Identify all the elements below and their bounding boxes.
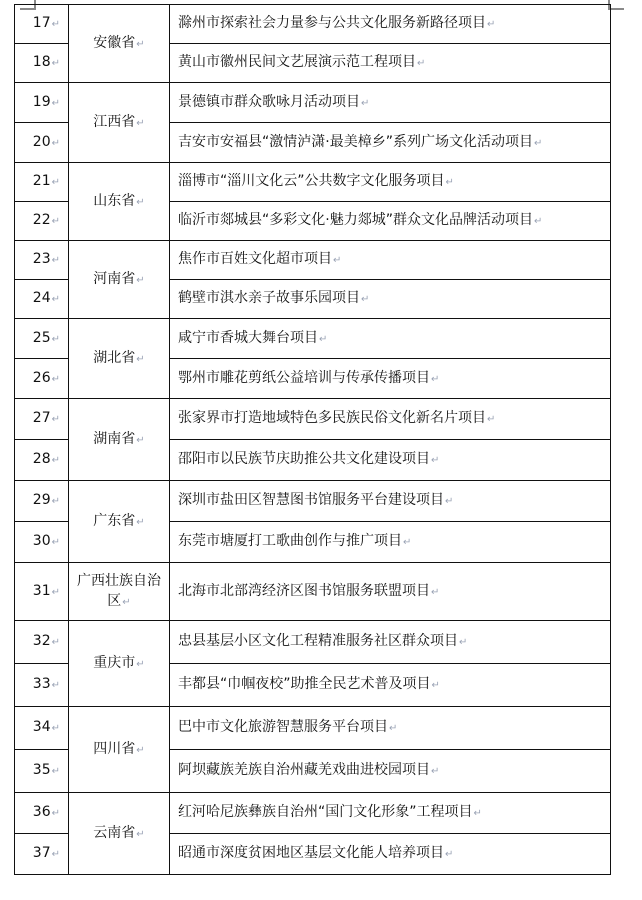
row-number: 27 [32,410,51,426]
paragraph-mark-icon: ↵ [445,496,454,507]
paragraph-mark-icon: ↵ [431,455,440,466]
row-number: 26 [32,369,51,386]
paragraph-mark-icon: ↵ [51,373,60,385]
row-number-cell [15,664,69,707]
project-name: 巴中市文化旅游智慧服务平台项目 [178,719,388,735]
province-cell [69,707,170,793]
row-number-cell [15,319,69,359]
row-number: 20 [32,133,51,150]
project-name: 北海市北部湾经济区图书馆服务联盟项目 [178,582,430,599]
row-number: 23 [32,251,51,267]
row-number-cell [15,5,69,44]
paragraph-mark-icon: ↵ [51,19,60,30]
province-name: 广西壮族自治区 [77,572,161,609]
province-name: 江西省 [93,113,136,130]
province-cell [69,163,170,241]
paragraph-mark-icon: ↵ [51,766,60,777]
province-name: 安徽省 [93,34,136,51]
project-name: 深圳市盐田区智慧图书馆服务平台建设项目 [178,492,444,508]
row-number-cell [15,241,69,280]
project-name-cell [170,621,611,664]
province-name: 云南省 [93,824,136,841]
paragraph-mark-icon: ↵ [51,537,60,548]
project-name: 滁州市探索社会力量参与公共文化服务新路径项目 [178,15,486,31]
table-row [15,793,611,834]
project-name: 黄山市徽州民间文艺展演示范工程项目 [178,54,416,70]
paragraph-mark-icon: ↵ [51,177,60,188]
project-name-cell [170,440,611,481]
paragraph-mark-icon: ↵ [319,333,328,345]
project-name-cell [170,163,611,202]
paragraph-mark-icon: ↵ [473,808,482,819]
project-name-cell [170,793,611,834]
row-number: 33 [32,676,51,692]
row-number: 17 [32,15,51,31]
paragraph-mark-icon: ↵ [51,680,60,691]
row-number-cell [15,750,69,793]
paragraph-mark-icon: ↵ [431,586,440,598]
project-list-body [15,5,611,875]
project-name-cell [170,5,611,44]
project-name: 红河哈尼族彝族自治州“国门文化形象”工程项目 [178,804,473,820]
paragraph-mark-icon: ↵ [122,596,131,608]
row-number: 24 [32,290,51,306]
province-name: 河南省 [93,270,136,287]
paragraph-mark-icon: ↵ [51,333,60,345]
paragraph-mark-icon: ↵ [136,117,145,129]
row-number: 35 [32,762,51,778]
row-number: 36 [32,804,51,820]
row-number-cell [15,522,69,563]
paragraph-mark-icon: ↵ [136,434,145,446]
project-name-cell [170,280,611,319]
paragraph-mark-icon: ↵ [389,723,398,734]
paragraph-mark-icon: ↵ [136,828,145,840]
paragraph-mark-icon: ↵ [51,216,60,227]
row-number-cell [15,481,69,522]
paragraph-mark-icon: ↵ [136,516,145,528]
project-name-cell [170,44,611,83]
table-row [15,83,611,123]
project-name: 吉安市安福县“激情泸潇·最美樟乡”系列广场文化活动项目 [178,133,533,150]
paragraph-mark-icon: ↵ [333,255,342,266]
project-name: 鹤壁市淇水亲子故事乐园项目 [178,290,360,306]
project-name-cell [170,563,611,621]
project-name: 咸宁市香城大舞台项目 [178,329,318,346]
row-number-cell [15,440,69,481]
project-list-table [14,4,611,875]
paragraph-mark-icon: ↵ [51,294,60,305]
project-name: 昭通市深度贫困地区基层文化能人培养项目 [178,845,444,861]
row-number: 22 [32,212,51,228]
paragraph-mark-icon: ↵ [445,177,454,188]
row-number: 32 [32,633,51,649]
project-name: 景德镇市群众歌咏月活动项目 [178,93,360,110]
project-name-cell [170,359,611,399]
paragraph-mark-icon: ↵ [136,274,145,286]
paragraph-mark-icon: ↵ [361,294,370,305]
province-cell [69,399,170,481]
project-name: 临沂市郯城县“多彩文化·魅力郯城”群众文化品牌活动项目 [178,212,533,228]
paragraph-mark-icon: ↵ [487,414,496,425]
project-name-cell [170,707,611,750]
province-name: 山东省 [93,192,136,209]
paragraph-mark-icon: ↵ [51,137,60,149]
paragraph-mark-icon: ↵ [403,537,412,548]
row-number-cell [15,202,69,241]
paragraph-mark-icon: ↵ [136,196,145,208]
province-cell [69,621,170,707]
paragraph-mark-icon: ↵ [417,58,426,69]
paragraph-mark-icon: ↵ [51,849,60,860]
row-number-cell [15,123,69,163]
project-name-cell [170,834,611,875]
project-name-cell [170,241,611,280]
project-name: 丰都县“巾帼夜校”助推全民艺术普及项目 [178,676,431,692]
table-row [15,241,611,280]
project-name-cell [170,202,611,241]
paragraph-mark-icon: ↵ [51,808,60,819]
row-number: 30 [32,533,51,549]
project-name-cell [170,319,611,359]
table-row [15,563,611,621]
province-cell [69,241,170,319]
row-number: 31 [32,582,51,599]
table-row [15,621,611,664]
row-number: 34 [32,719,51,735]
province-name: 广东省 [93,512,136,529]
province-cell [69,481,170,563]
project-name: 淄博市“淄川文化云”公共数字文化服务项目 [178,173,445,189]
row-number: 29 [32,492,51,508]
row-number: 25 [32,329,51,346]
row-number-cell [15,563,69,621]
table-row [15,163,611,202]
row-number: 37 [32,845,51,861]
province-cell [69,5,170,83]
table-row [15,481,611,522]
project-name-cell [170,123,611,163]
table-row [15,399,611,440]
project-name: 邵阳市以民族节庆助推公共文化建设项目 [178,451,430,467]
project-name: 鄂州市雕花剪纸公益培训与传承传播项目 [178,369,430,386]
row-number: 21 [32,173,51,189]
table-row [15,5,611,44]
paragraph-mark-icon: ↵ [361,97,370,109]
paragraph-mark-icon: ↵ [51,723,60,734]
paragraph-mark-icon: ↵ [51,586,60,598]
row-number-cell [15,707,69,750]
paragraph-mark-icon: ↵ [51,255,60,266]
project-name: 阿坝藏族羌族自治州藏羌戏曲进校园项目 [178,762,430,778]
paragraph-mark-icon: ↵ [533,137,543,149]
province-cell [69,83,170,163]
province-name: 湖北省 [93,349,136,366]
province-cell [69,319,170,399]
row-number: 28 [32,451,51,467]
paragraph-mark-icon: ↵ [431,373,440,385]
paragraph-mark-icon: ↵ [136,744,145,756]
row-number-cell [15,83,69,123]
project-name-cell [170,481,611,522]
project-name: 忠县基层小区文化工程精准服务社区群众项目 [178,633,458,649]
table-row [15,707,611,750]
paragraph-mark-icon: ↵ [136,353,145,365]
project-name-cell [170,399,611,440]
paragraph-mark-icon: ↵ [51,58,60,69]
project-name: 张家界市打造地域特色多民族民俗文化新名片项目 [178,410,486,426]
row-number: 18 [32,54,51,70]
project-name-cell [170,664,611,707]
project-name-cell [170,522,611,563]
project-name: 东莞市塘厦打工歌曲创作与推广项目 [178,533,402,549]
paragraph-mark-icon: ↵ [431,680,440,691]
province-name: 四川省 [93,740,136,757]
row-number-cell [15,621,69,664]
paragraph-mark-icon: ↵ [136,658,145,670]
paragraph-mark-icon: ↵ [51,637,60,648]
row-number: 19 [32,93,51,110]
row-number-cell [15,834,69,875]
paragraph-mark-icon: ↵ [459,637,468,648]
project-name-cell [170,83,611,123]
paragraph-mark-icon: ↵ [51,97,60,109]
row-number-cell [15,359,69,399]
row-number-cell [15,793,69,834]
paragraph-mark-icon: ↵ [533,216,543,227]
row-number-cell [15,163,69,202]
row-number-cell [15,44,69,83]
paragraph-mark-icon: ↵ [51,455,60,466]
paragraph-mark-icon: ↵ [445,849,454,860]
province-cell [69,793,170,875]
province-cell [69,563,170,621]
project-name-cell [170,750,611,793]
project-name: 焦作市百姓文化超市项目 [178,251,332,267]
row-number-cell [15,280,69,319]
paragraph-mark-icon: ↵ [51,414,60,425]
paragraph-mark-icon: ↵ [136,38,145,50]
row-number-cell [15,399,69,440]
table-row [15,319,611,359]
province-name: 湖南省 [93,430,136,447]
province-name: 重庆市 [93,654,136,671]
paragraph-mark-icon: ↵ [51,496,60,507]
paragraph-mark-icon: ↵ [431,766,440,777]
paragraph-mark-icon: ↵ [487,19,496,30]
